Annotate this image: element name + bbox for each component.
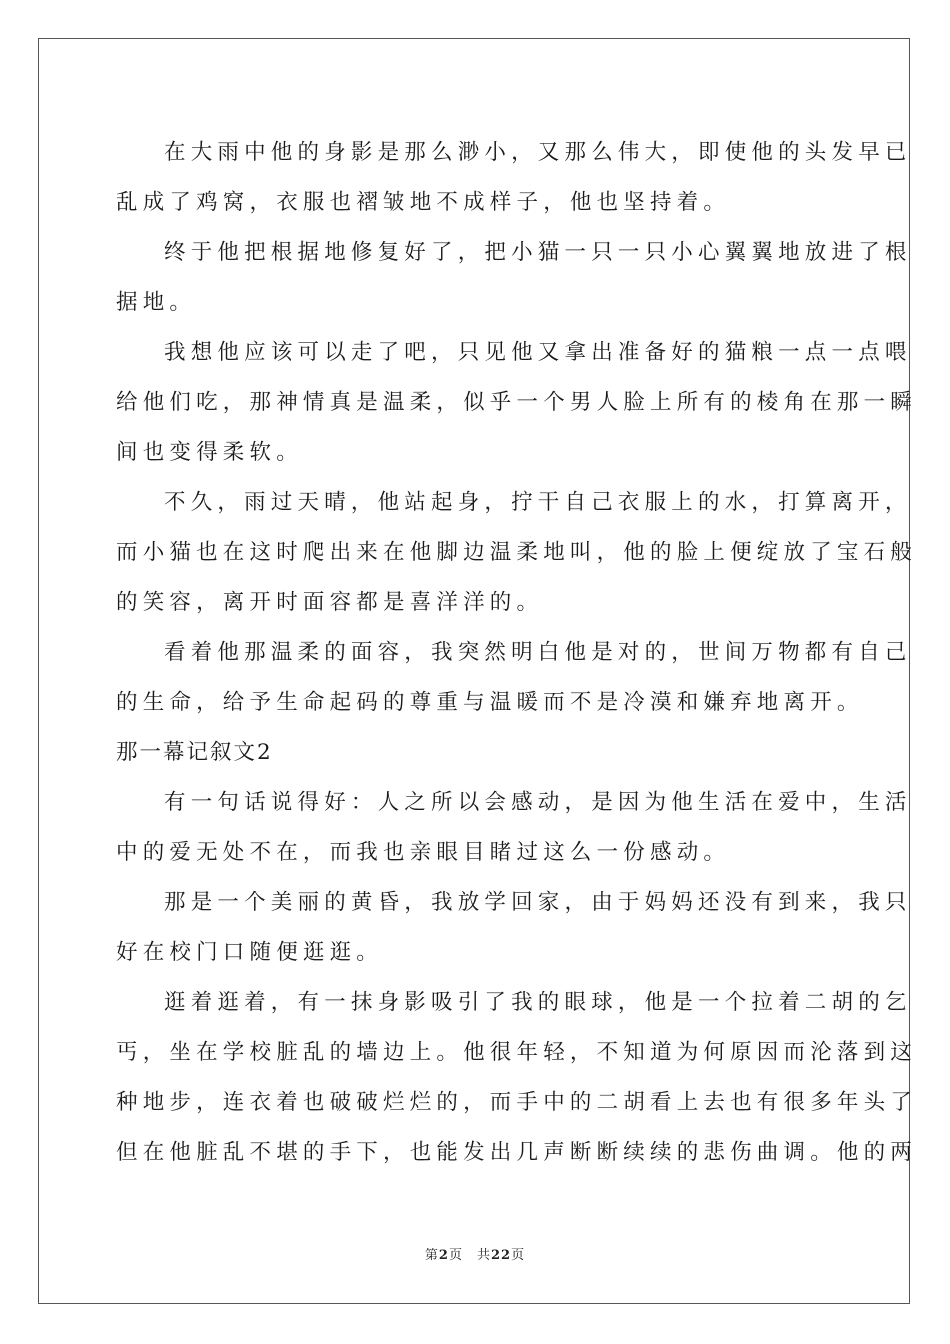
total-prefix: 共: [476, 1248, 491, 1263]
page-prefix: 第: [424, 1248, 439, 1263]
text-line: 有一句话说得好：人之所以会感动，是因为他生活在爱中，生活: [164, 790, 912, 815]
text-line: 逛着逛着，有一抹身影吸引了我的眼球，他是一个拉着二胡的乞: [164, 990, 912, 1015]
text-line: 给他们吃，那神情真是温柔，似乎一个男人脸上所有的棱角在那一瞬: [116, 390, 918, 415]
paragraph-1: [116, 128, 912, 228]
text-line: 间也变得柔软。: [116, 440, 303, 465]
text-line: 不久，雨过天晴，他站起身，拧干自己衣服上的水，打算离开，: [164, 490, 912, 515]
text-line: 我想他应该可以走了吧，只见他又拿出准备好的猫粮一点一点喂: [164, 340, 912, 365]
page-footer: [0, 1244, 950, 1263]
text-line: 好在校门口随便逛逛。: [116, 940, 384, 965]
paragraph-7: [116, 878, 912, 978]
paragraph-2: [116, 228, 912, 328]
document-body: [116, 128, 918, 1178]
total-suffix: 页: [511, 1248, 526, 1263]
text-line: 乱成了鸡窝，衣服也褶皱地不成样子，他也坚持着。: [116, 190, 731, 215]
section-heading: [116, 728, 832, 778]
page-number: 2: [438, 1248, 449, 1263]
paragraph-8: [116, 978, 918, 1178]
page-suffix: 页: [448, 1248, 463, 1263]
paragraph-5: [116, 628, 912, 728]
text-line: 终于他把根据地修复好了，把小猫一只一只小心翼翼地放进了根: [164, 240, 912, 265]
text-line: 看着他那温柔的面容，我突然明白他是对的，世间万物都有自己: [164, 640, 912, 665]
paragraph-6: [116, 778, 912, 878]
text-line: 种地步，连衣着也破破烂烂的，而手中的二胡看上去也有很多年头了: [116, 1090, 918, 1115]
text-line: 中的爱无处不在，而我也亲眼目睹过这么一份感动。: [116, 840, 731, 865]
total-pages: 22: [490, 1248, 512, 1263]
section-title: 那一幕记叙文2: [116, 740, 273, 765]
text-line: 的生命，给予生命起码的尊重与温暖而不是冷漠和嫌弃地离开。: [116, 690, 864, 715]
paragraph-4: [116, 478, 918, 628]
text-line: 丐，坐在学校脏乱的墙边上。他很年轻，不知道为何原因而沦落到这: [116, 1040, 918, 1065]
text-line: 据地。: [116, 290, 197, 315]
text-line: 而小猫也在这时爬出来在他脚边温柔地叫，他的脸上便绽放了宝石般: [116, 540, 918, 565]
text-line: 在大雨中他的身影是那么渺小，又那么伟大，即使他的头发早已: [164, 140, 912, 165]
text-line: 但在他脏乱不堪的手下，也能发出几声断断续续的悲伤曲调。他的两: [116, 1140, 918, 1165]
text-line: 那是一个美丽的黄昏，我放学回家，由于妈妈还没有到来，我只: [164, 890, 912, 915]
paragraph-3: [116, 328, 918, 478]
text-line: 的笑容，离开时面容都是喜洋洋的。: [116, 590, 544, 615]
